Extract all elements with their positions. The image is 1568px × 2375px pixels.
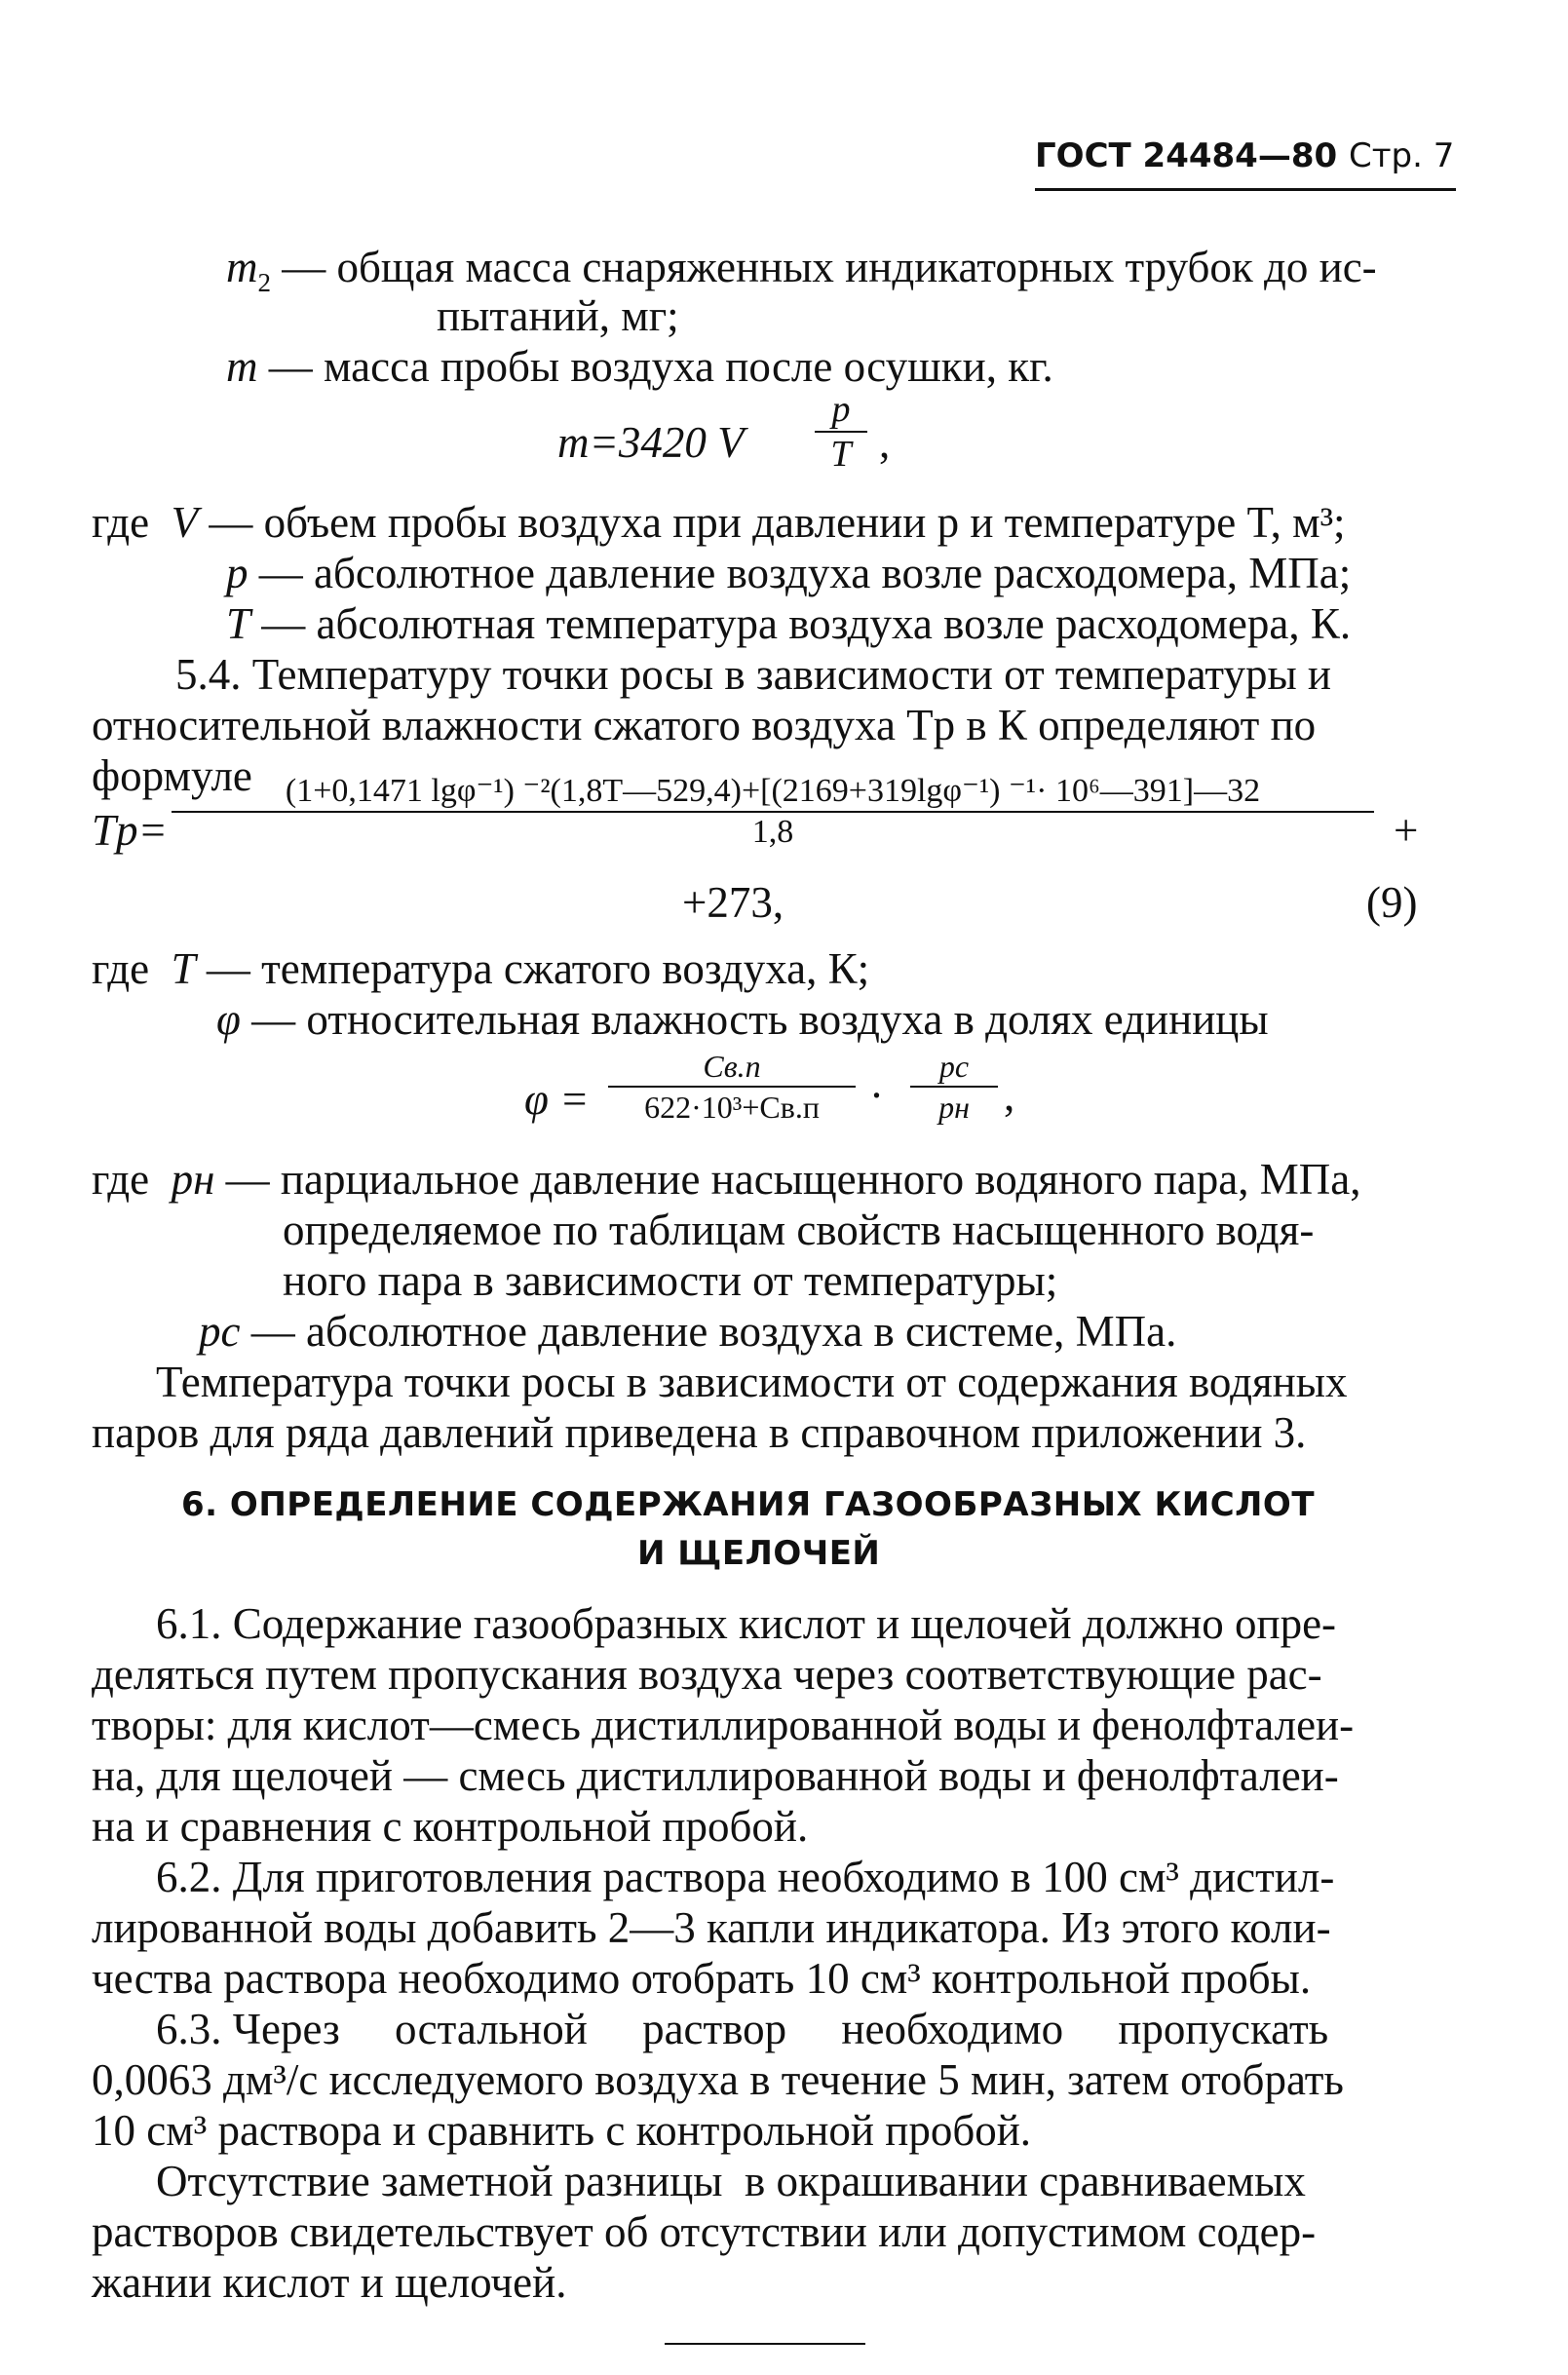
formula-phi-tail: ,	[1004, 1071, 1015, 1120]
p62-line3: чества раствора необходимо отобрать 10 см³ контрольной пробы.	[92, 1954, 1312, 2003]
p63-line3: 10 см³ раствора и сравнить с контрольной пробой.	[92, 2106, 1032, 2155]
p63-line1: 6.3. Через остальной раствор необходимо пропускать	[156, 2005, 1329, 2053]
def-T: T — абсолютная температура воздуха возле расходомера, К.	[226, 599, 1352, 648]
section6-title-line2: И ЩЕЛОЧЕЙ	[637, 1534, 881, 1573]
formula9-cont: +273,	[682, 878, 784, 927]
p62-line2: лированной воды добавить 2—3 капли индикатора. Из этого коли-	[92, 1903, 1331, 1952]
p61-line3: творы: для кислот—смесь дистиллированной воды и фенолфталеи-	[92, 1701, 1355, 1749]
formula-phi-lhs: φ =	[524, 1075, 590, 1124]
formula-phi-frac1: Cв.п 622·10³+Cв.п	[608, 1047, 856, 1127]
p63-line2: 0,0063 дм³/с исследуемого воздуха в течение 5 мин, затем отобрать	[92, 2055, 1344, 2104]
def9-T: где T — температура сжатого воздуха, К;	[92, 944, 870, 993]
p61-line4: на, для щелочей — смесь дистиллированной воды и фенолфталеи-	[92, 1751, 1339, 1800]
formula9-number: (9)	[1366, 878, 1418, 927]
def-pn-line2: определяемое по таблицам свойств насыщенного водя-	[283, 1206, 1315, 1254]
p-end-line2: растворов свидетельствует об отсутствии или допустимом содер-	[92, 2207, 1317, 2256]
page-header	[1035, 136, 1454, 175]
def-p: p — абсолютное давление воздуха возле расходомера, МПа;	[226, 549, 1352, 597]
p54-line1: 5.4. Температуру точки росы в зависимости от температуры и	[175, 650, 1332, 699]
section6-title-line1: 6. ОПРЕДЕЛЕНИЕ СОДЕРЖАНИЯ ГАЗООБРАЗНЫХ КИСЛОТ	[181, 1485, 1316, 1524]
page-number: Стр. 7	[1349, 136, 1455, 175]
def-pc: pс — абсолютное давление воздуха в системе, МПа.	[199, 1307, 1177, 1356]
p-end-line1: Отсутствие заметной разницы в окрашивании сравниваемых	[156, 2157, 1306, 2205]
def-m2: $m_2$ — общая масса снаряженных индикаторных трубок до ис-	[226, 243, 1377, 297]
formula-m-lhs: m=3420 V	[557, 418, 745, 467]
def-pn-line3: ного пара в зависимости от температуры;	[283, 1256, 1058, 1305]
formula-phi-dot: ·	[869, 1071, 884, 1120]
p61-line5: на и сравнения с контрольной пробой.	[92, 1802, 809, 1851]
dew-note-line2: паров для ряда давлений приведена в справочном приложении 3.	[92, 1408, 1307, 1457]
formula9-lhs: Tр=	[92, 806, 168, 855]
end-rule	[665, 2343, 865, 2345]
doc-number: ГОСТ 24484—80	[1035, 136, 1338, 175]
dew-note-line1: Температура точки росы в зависимости от содержания водяных	[156, 1358, 1348, 1406]
def-pn: где pн — парциальное давление насыщенного водяного пара, МПа,	[92, 1155, 1361, 1204]
formula-phi-frac2: pс pн	[910, 1047, 998, 1127]
formula9-plus: +	[1394, 806, 1419, 855]
formula-m-tail: ,	[879, 418, 891, 467]
p-end-line3: жании кислот и щелочей.	[92, 2258, 567, 2307]
def-V: где V — объем пробы воздуха при давлении p и температуре T, м³;	[92, 498, 1346, 547]
p61-line1: 6.1. Содержание газообразных кислот и щелочей должно опре-	[156, 1599, 1337, 1648]
p54-line2: относительной влажности сжатого воздуха Tр в К определяют по	[92, 701, 1317, 749]
p54-line3: формуле	[92, 751, 252, 800]
p61-line2: деляться путем пропускания воздуха через соответствующие рас-	[92, 1650, 1322, 1699]
formula9-fraction: (1+0,1471 lgφ⁻¹) ⁻²(1,8T—529,4)+[(2169+319lgφ⁻¹) ⁻¹· 10⁶—391]—32 1,8	[172, 772, 1374, 852]
def-m2-cont: пытаний, мг;	[437, 291, 679, 340]
def9-phi: φ — относительная влажность воздуха в долях единицы	[216, 995, 1269, 1044]
def-m: m — масса пробы воздуха после осушки, кг.	[226, 342, 1053, 391]
p62-line1: 6.2. Для приготовления раствора необходимо в 100 см³ дистил-	[156, 1853, 1335, 1901]
header-rule	[1035, 188, 1456, 191]
formula-m-fraction: p T	[815, 388, 867, 476]
